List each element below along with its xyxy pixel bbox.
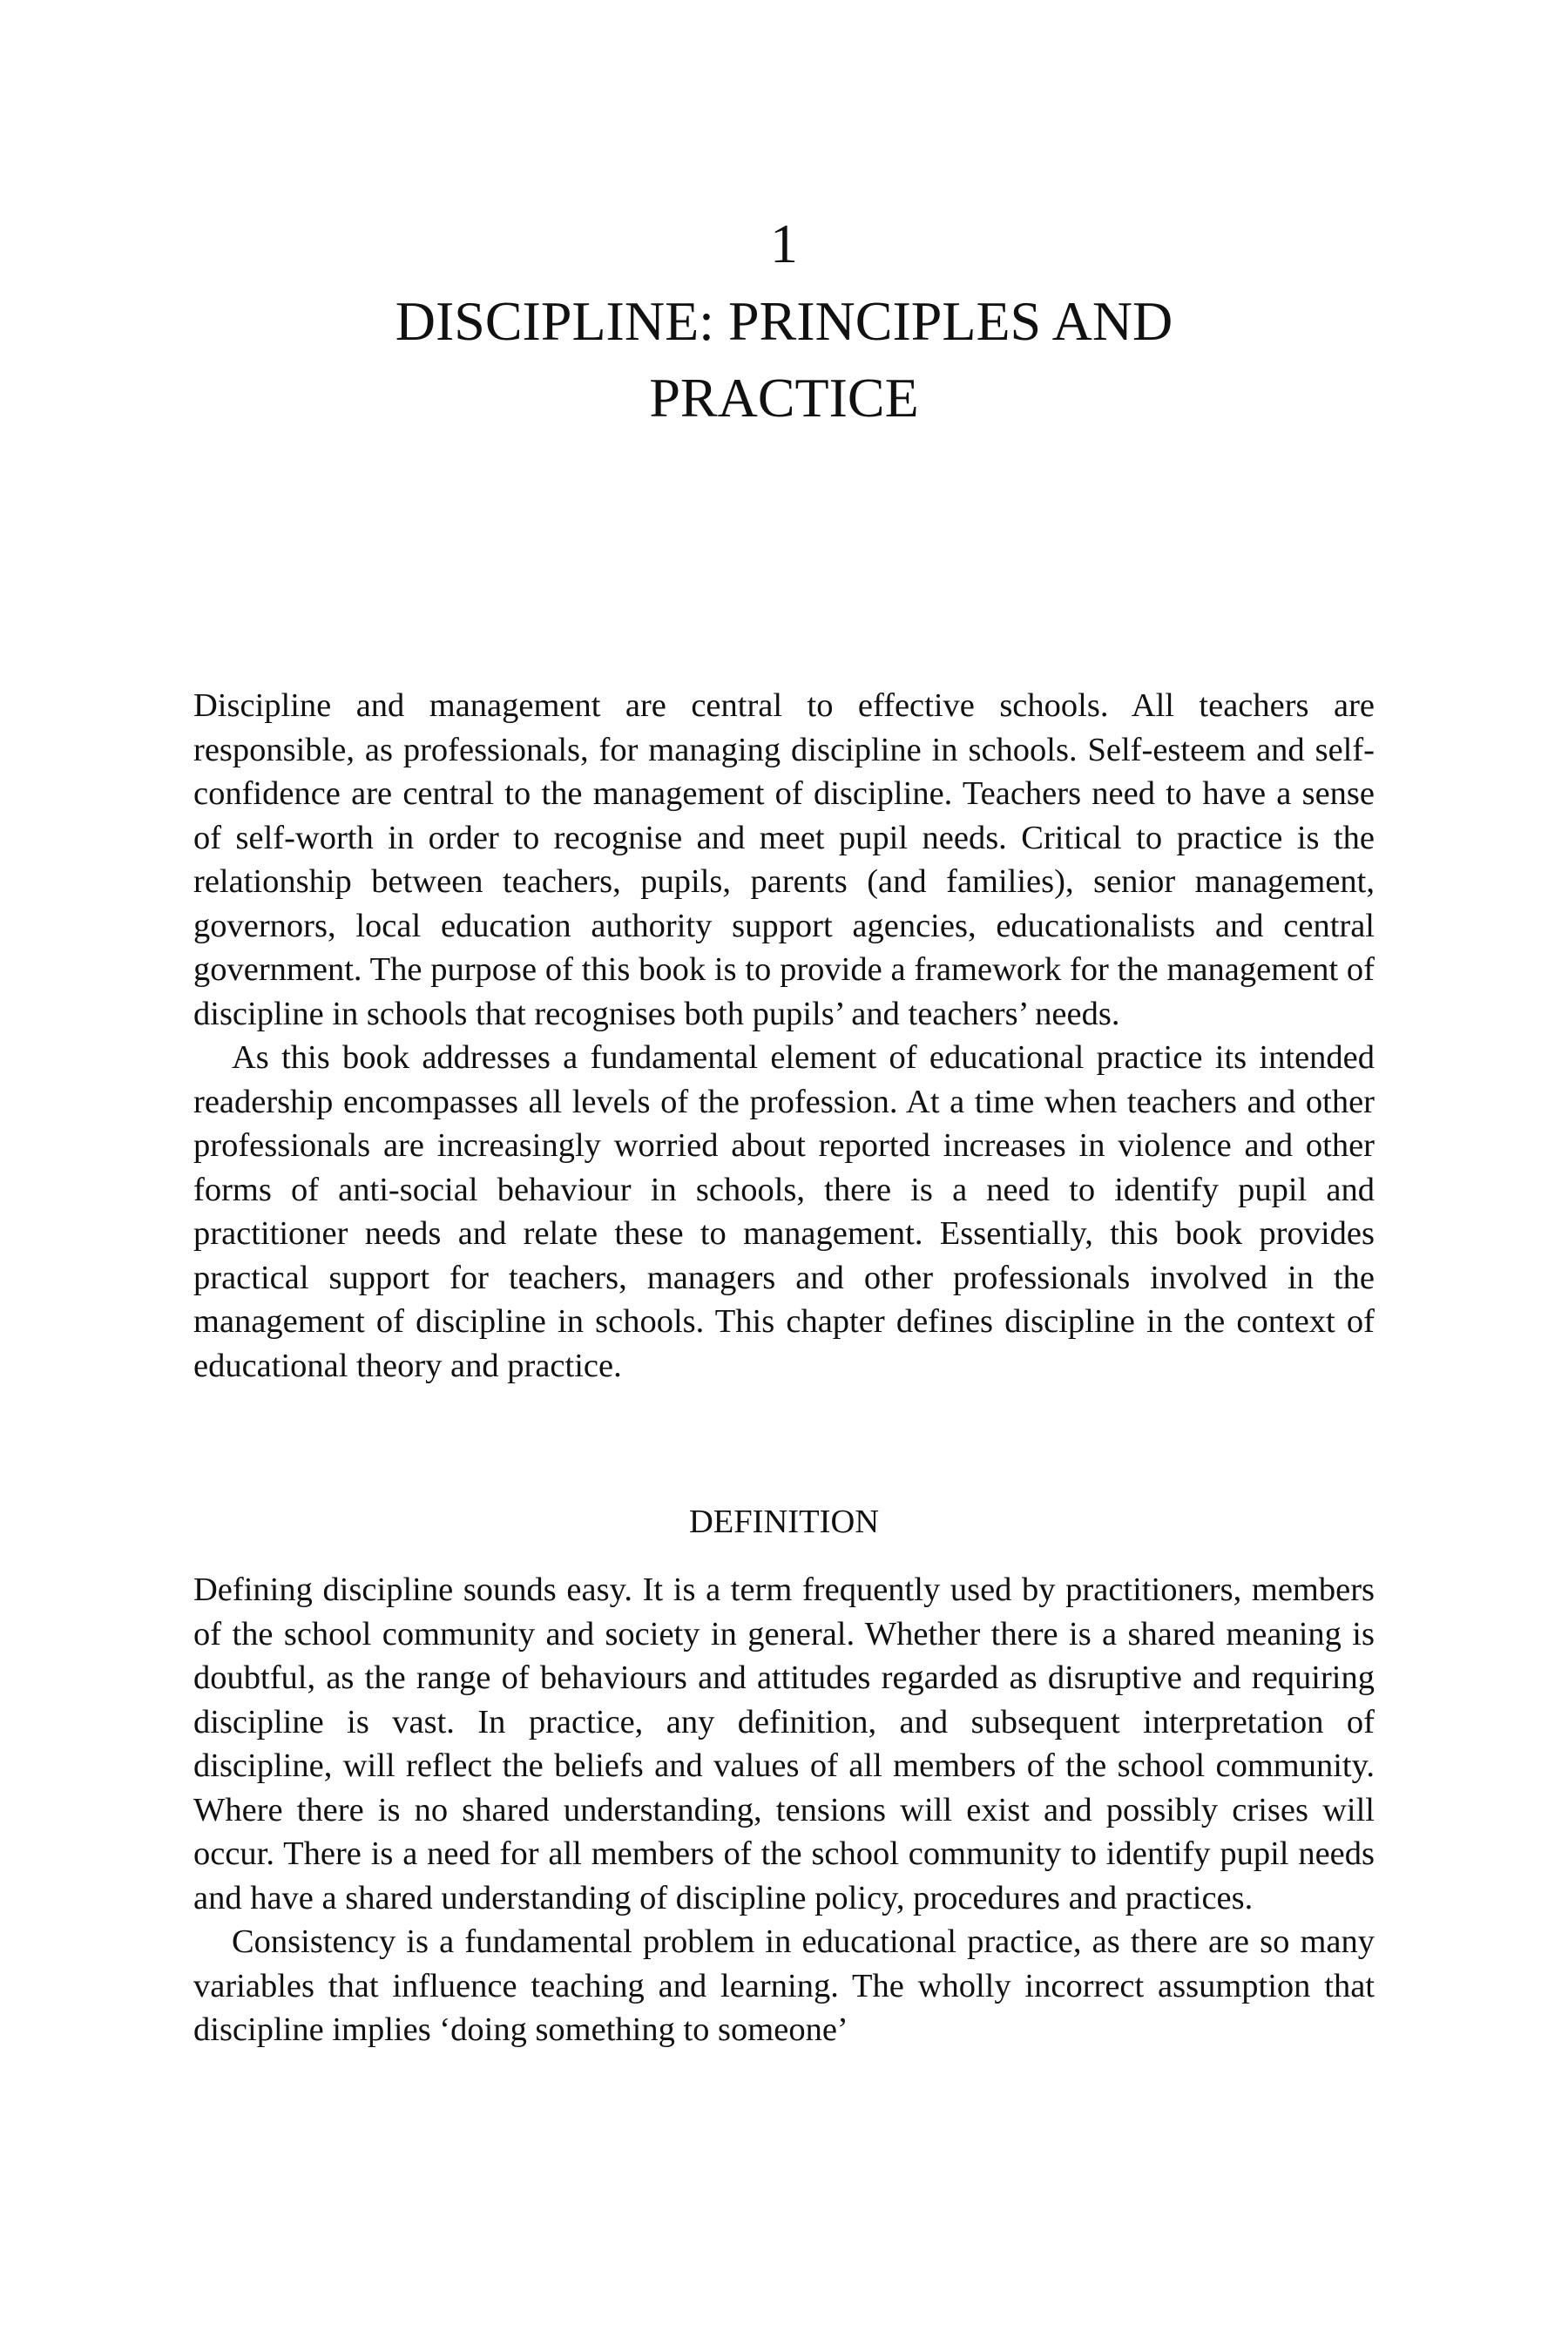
chapter-title: DISCIPLINE: PRINCIPLES AND PRACTICE [395, 290, 1173, 429]
definition-paragraph-2: Consistency is a fundamental problem in educational practice, as there are so many variables that influence teaching and learning. The wholly incorrect assumption that discipline implies ‘doing something to someone’ [193, 1923, 1375, 2048]
chapter-number: 1 [770, 213, 798, 274]
intro-paragraph-2: As this book addresses a fundamental element of educational practice its intended readership encompasses all levels of the profession. At a time when teachers and other professionals are increasingly worried about reported increases in violence and other forms of anti-social behaviour in schools, there is a need to identify pupil and practitioner needs and relate these to management. Essentially, this book provides practical support for teachers, managers and other professionals involved in the management of discipline in schools. This chapter defines discipline in the context of educational theory and practice. [193, 1039, 1375, 1384]
definition-paragraph-1: Defining discipline sounds easy. It is a term frequently used by practitioners, members of the school community and society in general. Whether there is a shared meaning is doubtful, as the range of behaviours and attitudes regarded as disruptive and requiring discipline is vast. In practice, any definition, and subsequent interpretation of discipline, will reflect the beliefs and values of all members of the school community. Where there is no shared understanding, tensions will exist and possibly crises will occur. There is a need for all members of the school community to identify pupil needs and have a shared understanding of discipline policy, procedures and practices. [193, 1571, 1375, 1916]
intro-paragraph-1: Discipline and management are central to effective schools. All teachers are responsible, as professionals, for managing discipline in schools. Self-esteem and self-confidence are central to the management of discipline. Teachers need to have a sense of self-worth in order to recognise and meet pupil needs. Critical to practice is the relationship between teachers, pupils, parents (and families), senior management, governors, local education authority support agencies, educationalists and central government. The purpose of this book is to provide a framework for the management of discipline in schools that recognises both pupils’ and teachers’ needs. [193, 687, 1375, 1032]
definition-section [193, 1568, 1375, 2052]
intro-section [193, 684, 1375, 1388]
section-heading-definition: DEFINITION [688, 1504, 880, 1540]
